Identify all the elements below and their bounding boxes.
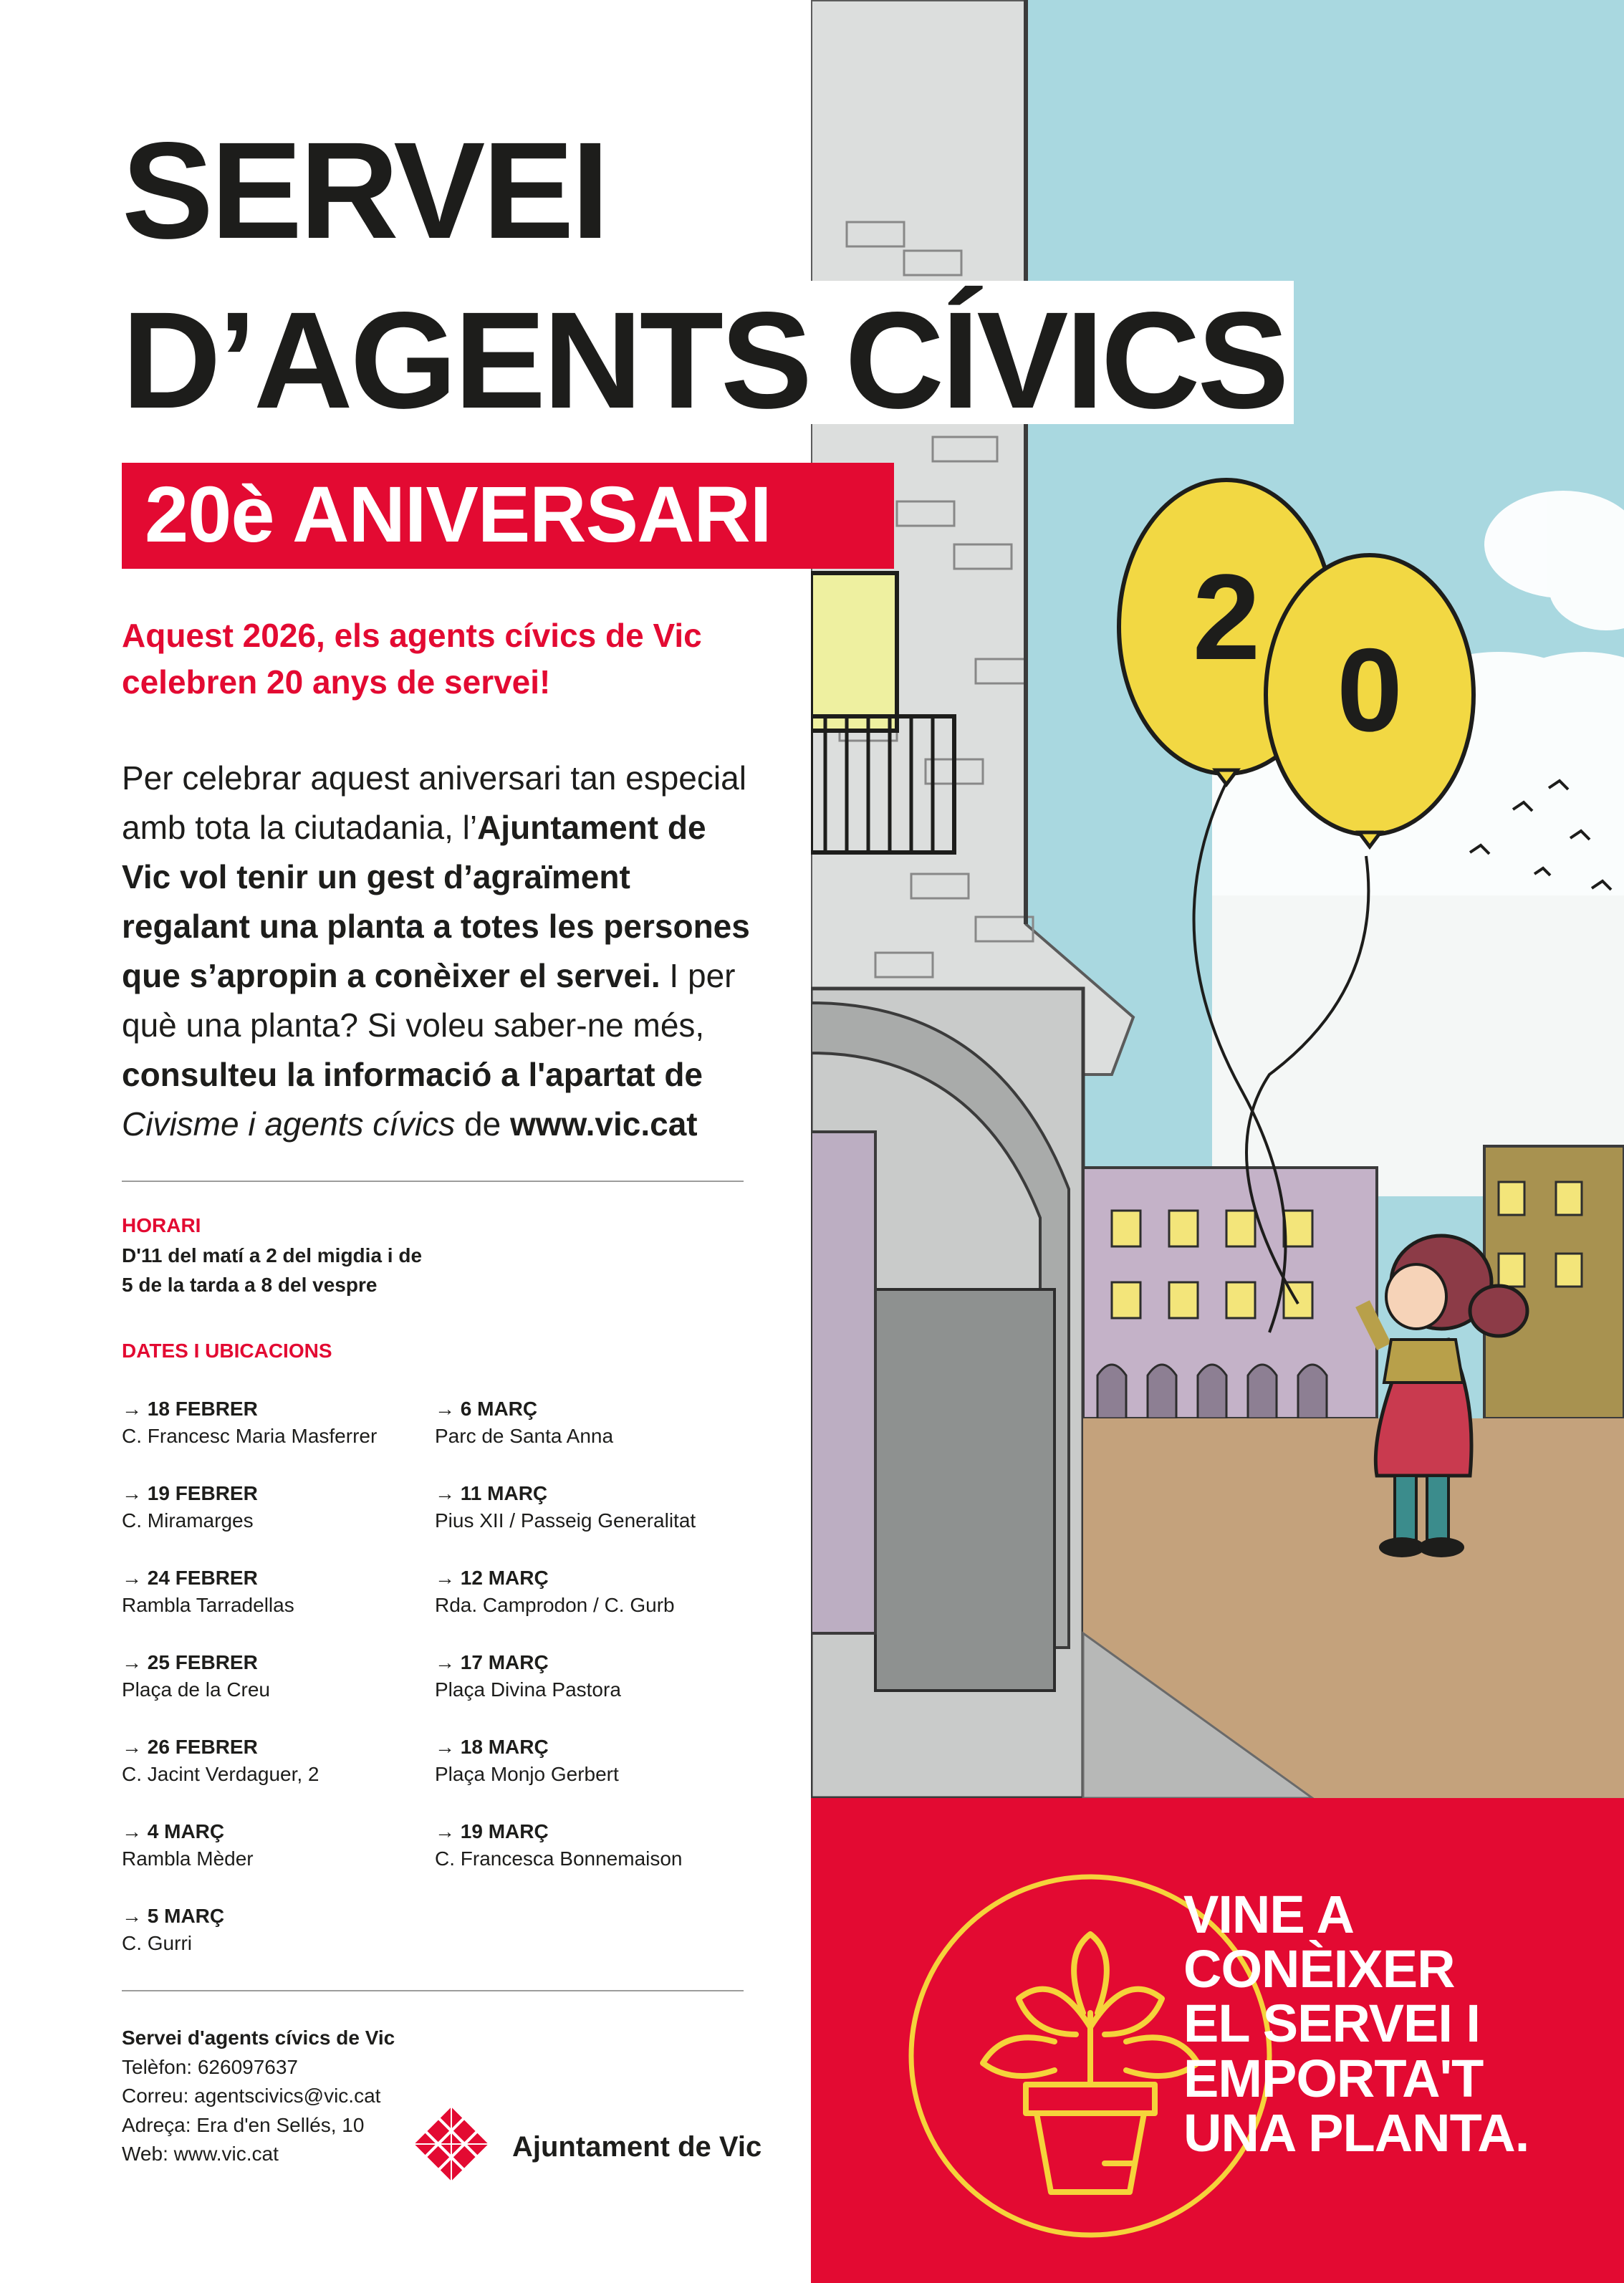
- location-place: C. Miramarges: [122, 1509, 254, 1532]
- cta-line-4: EMPORTA'T: [1183, 2048, 1484, 2108]
- body-bold-1: Ajuntament de Vic vol tenir un gest d’agraïment regalant una planta a totes les persones que s’apropin a conèixer el servei.: [122, 809, 750, 994]
- location-date: → 18 MARÇ: [435, 1736, 549, 1758]
- call-to-action-panel: [811, 1798, 1624, 2283]
- location-item: [435, 1818, 750, 1873]
- location-place: Plaça Divina Pastora: [435, 1678, 621, 1701]
- cta-line-3: EL SERVEI I: [1183, 1994, 1480, 2054]
- vic-coat-of-arms-icon: [412, 2105, 491, 2183]
- anniversary-banner: [122, 463, 894, 569]
- location-item: [122, 1734, 437, 1788]
- location-item: [435, 1395, 750, 1450]
- contact-block: [122, 2024, 395, 2169]
- location-place: Plaça Monjo Gerbert: [435, 1762, 619, 1785]
- body-paragraph: [122, 754, 752, 1149]
- contact-phone: Telèfon: 626097637: [122, 2055, 298, 2078]
- location-date: → 24 FEBRER: [122, 1567, 258, 1589]
- location-item: [435, 1649, 750, 1703]
- divider-top: [122, 1181, 744, 1182]
- illustration: [811, 0, 1624, 1798]
- call-to-action-text: [1183, 1885, 1529, 2163]
- contact-heading: Servei d'agents cívics de Vic: [122, 2027, 395, 2049]
- logo-text: Ajuntament de Vic: [512, 2131, 762, 2163]
- location-date: → 4 MARÇ: [122, 1820, 225, 1842]
- location-date: → 19 MARÇ: [435, 1820, 549, 1842]
- location-date: → 5 MARÇ: [122, 1905, 225, 1927]
- location-place: C. Gurri: [122, 1931, 192, 1954]
- balloon-number: 0: [1337, 624, 1403, 756]
- location-item: [122, 1649, 437, 1703]
- contact-address: Adreça: Era d'en Sellés, 10: [122, 2113, 365, 2136]
- location-date: → 18 FEBRER: [122, 1398, 258, 1420]
- cta-line-5: UNA PLANTA.: [1183, 2102, 1529, 2163]
- anniversary-banner-text: 20è ANIVERSARI: [145, 471, 772, 559]
- body-text-2: I per què una planta? Si voleu saber-ne més,: [122, 957, 736, 1044]
- divider-bottom: [122, 1990, 744, 1991]
- title-line-2: D’AGENTS CÍVICS: [122, 283, 1287, 437]
- location-place: C. Francesca Bonnemaison: [435, 1847, 683, 1870]
- schedule-label: HORARI: [122, 1214, 201, 1236]
- location-place: Pius XII / Passeig Generalitat: [435, 1509, 696, 1532]
- location-date: → 19 FEBRER: [122, 1482, 258, 1504]
- cta-line-2: CONÈIXER: [1183, 1939, 1455, 1999]
- contact-web[interactable]: Web: www.vic.cat: [122, 2143, 279, 2166]
- location-item: [122, 1818, 437, 1873]
- intro-line-1: Aquest 2026, els agents cívics de Vic: [122, 617, 702, 654]
- balloon-number: 2: [1192, 549, 1261, 686]
- intro-text: [122, 612, 767, 706]
- schedule-line-1: D'11 del matí a 2 del migdia i de: [122, 1244, 423, 1267]
- title-line-1: SERVEI: [122, 113, 607, 267]
- location-place: C. Jacint Verdaguer, 2: [122, 1762, 319, 1785]
- location-date: → 26 FEBRER: [122, 1736, 258, 1758]
- location-date: → 6 MARÇ: [435, 1398, 538, 1420]
- location-place: Parc de Santa Anna: [435, 1424, 614, 1447]
- location-place: Rda. Camprodon / C. Gurb: [435, 1593, 675, 1616]
- locations-label: DATES I UBICACIONS: [122, 1340, 332, 1362]
- body-text-1: Per celebrar aquest aniversari tan especial amb tota la ciutadania, l’: [122, 759, 746, 846]
- location-place: C. Francesc Maria Masferrer: [122, 1424, 378, 1447]
- location-place: Rambla Mèder: [122, 1847, 254, 1870]
- schedule-line-2: 5 de la tarda a 8 del vespre: [122, 1273, 378, 1296]
- cta-line-1: VINE A: [1183, 1885, 1354, 1944]
- location-item: [122, 1395, 437, 1450]
- location-item: [435, 1480, 750, 1534]
- location-place: Rambla Tarradellas: [122, 1593, 294, 1616]
- body-website[interactable]: www.vic.cat: [509, 1105, 698, 1143]
- body-italic-link-label: Civisme i agents cívics: [122, 1105, 456, 1143]
- location-date: → 17 MARÇ: [435, 1651, 549, 1673]
- location-date: → 25 FEBRER: [122, 1651, 258, 1673]
- location-date: → 12 MARÇ: [435, 1567, 549, 1589]
- contact-email[interactable]: Correu: agentscivics@vic.cat: [122, 2085, 381, 2107]
- location-item: [435, 1565, 750, 1619]
- title-line-2-box: [107, 281, 1294, 437]
- location-item: [122, 1903, 437, 1957]
- body-bold-2: consulteu la informació a l'apartat de: [122, 1056, 703, 1093]
- body-text-3: de: [455, 1105, 510, 1143]
- location-item: [122, 1565, 437, 1619]
- schedule-hours: [122, 1241, 422, 1299]
- location-place: Plaça de la Creu: [122, 1678, 271, 1701]
- location-item: [122, 1480, 437, 1534]
- window: [811, 573, 897, 731]
- intro-line-2: celebren 20 anys de servei!: [122, 663, 551, 701]
- location-date: → 11 MARÇ: [435, 1482, 548, 1504]
- location-item: [435, 1734, 750, 1788]
